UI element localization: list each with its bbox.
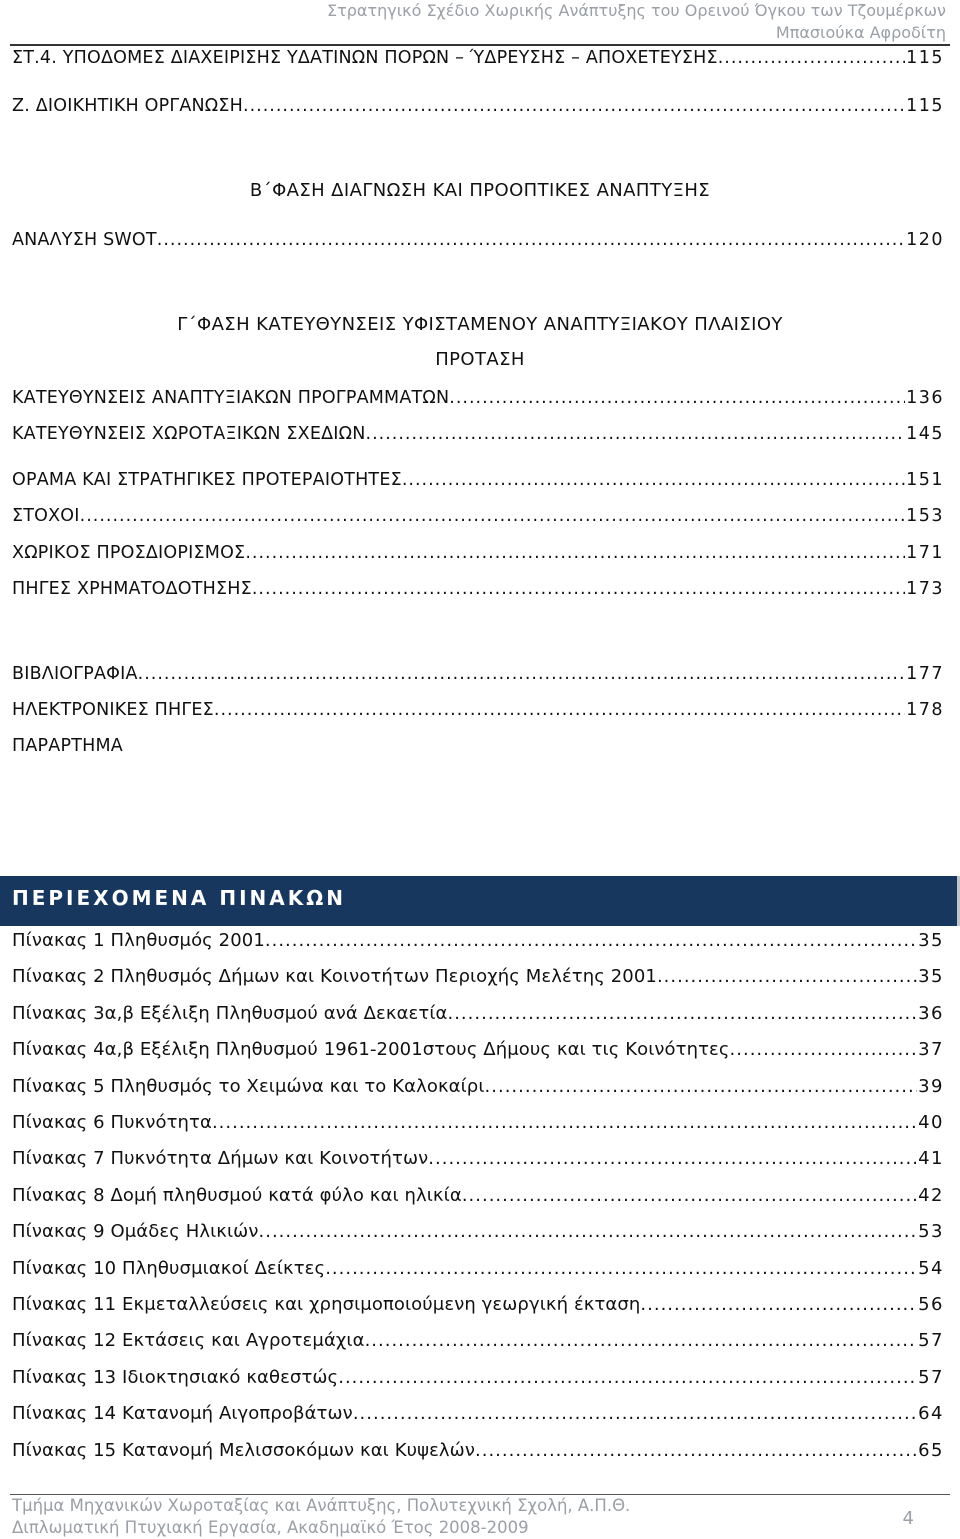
dot-leader <box>640 1294 917 1315</box>
dot-leader <box>718 48 905 68</box>
toc-entry-page: 177 <box>906 664 944 684</box>
toc-entry-page: 151 <box>906 470 944 490</box>
table-entry-page: 56 <box>918 1294 944 1315</box>
toc-entry[interactable] <box>12 96 944 116</box>
table-entry[interactable] <box>12 1440 944 1461</box>
toc-entry-title: ΒΙΒΛΙΟΓΡΑΦΙΑ <box>12 664 138 684</box>
table-entry-page: 35 <box>918 930 944 951</box>
table-entry-title: Πίνακας 15 Κατανομή Μελισσοκόμων και Κυψελών <box>12 1440 475 1461</box>
toc-entry-title: ΧΩΡΙΚΟΣ ΠΡΟΣΔΙΟΡΙΣΜΟΣ <box>12 543 246 563</box>
table-entry[interactable] <box>12 1330 944 1351</box>
dot-leader <box>475 1440 917 1461</box>
dot-leader <box>485 1076 918 1097</box>
dot-leader <box>338 1367 917 1388</box>
tables-section-banner <box>0 876 960 926</box>
table-entry-page: 35 <box>918 966 944 987</box>
dot-leader <box>243 96 905 116</box>
phase-b-heading: Β΄ΦΑΣΗ ΔΙΑΓΝΩΣΗ ΚΑΙ ΠΡΟΟΠΤΙΚΕΣ ΑΝΑΠΤΥΞΗΣ <box>249 180 711 201</box>
page-number: 4 <box>902 1508 914 1529</box>
table-entry[interactable] <box>12 1076 944 1097</box>
table-entry[interactable] <box>12 1367 944 1388</box>
table-entry-page: 39 <box>918 1076 944 1097</box>
table-entry[interactable] <box>12 1258 944 1279</box>
toc-entry-page: 115 <box>906 48 944 68</box>
dot-leader <box>265 930 917 951</box>
dot-leader <box>245 543 905 563</box>
table-entry[interactable] <box>12 1148 944 1169</box>
dot-leader <box>657 966 917 987</box>
toc-entry[interactable] <box>12 506 944 526</box>
toc-entry-title: Ζ. ΔΙΟΙΚΗΤΙΚΗ ΟΡΓΑΝΩΣΗ <box>12 96 243 116</box>
toc-entry[interactable] <box>12 579 944 599</box>
dot-leader <box>138 664 905 684</box>
table-entry-title: Πίνακας 10 Πληθυσμιακοί Δείκτες <box>12 1258 326 1279</box>
toc-entry-title: ΟΡΑΜΑ ΚΑΙ ΣΤΡΑΤΗΓΙΚΕΣ ΠΡΟΤΕΡΑΙΟΤΗΤΕΣ <box>12 470 402 490</box>
toc-entry[interactable] <box>12 388 944 408</box>
dot-leader <box>157 230 905 250</box>
table-entry[interactable] <box>12 1403 944 1424</box>
table-entry-page: 42 <box>918 1185 944 1206</box>
toc-entry-page: 115 <box>906 96 944 116</box>
toc-entry[interactable] <box>12 543 944 563</box>
dot-leader <box>462 1185 917 1206</box>
dot-leader <box>353 1403 917 1424</box>
table-entry-page: 57 <box>918 1330 944 1351</box>
table-entry-title: Πίνακας 1 Πληθυσμός 2001 <box>12 930 265 951</box>
toc-entry[interactable] <box>12 424 944 444</box>
appendix-label[interactable] <box>12 736 944 756</box>
running-header <box>327 0 946 44</box>
toc-entry[interactable] <box>12 470 944 490</box>
table-entry-title: Πίνακας 6 Πυκνότητα <box>12 1112 212 1133</box>
table-entry-title: Πίνακας 8 Δομή πληθυσμού κατά φύλο και ηλικία <box>12 1185 462 1206</box>
toc-entry-title: ΗΛΕΚΤΡΟΝΙΚΕΣ ΠΗΓΕΣ <box>12 700 214 720</box>
toc-entry-title: ΣΤΟΧΟΙ <box>12 506 80 526</box>
dot-leader <box>80 506 905 526</box>
toc-entry[interactable] <box>12 48 944 68</box>
footer-thesis: Διπλωματική Πτυχιακή Εργασία, Ακαδημαϊκό Έτος 2008-2009 <box>12 1518 529 1537</box>
dot-leader <box>259 1221 918 1242</box>
table-entry[interactable] <box>12 966 944 987</box>
phase-c-heading: Γ΄ΦΑΣΗ ΚΑΤΕΥΘΥΝΣΕΙΣ ΥΦΙΣΤΑΜΕΝΟΥ ΑΝΑΠΤΥΞΙΑΚΟΥ ΠΛΑΙΣΙΟΥ <box>177 314 783 335</box>
toc-entry-page: 173 <box>906 579 944 599</box>
table-entry-title: Πίνακας 14 Κατανομή Αιγοπροβάτων <box>12 1403 353 1424</box>
table-entry-title: Πίνακας 3α,β Εξέλιξη Πληθυσμού ανά Δεκαετία <box>12 1003 448 1024</box>
toc-entry-title: ΚΑΤΕΥΘΥΝΣΕΙΣ ΧΩΡΟΤΑΞΙΚΩΝ ΣΧΕΔΙΩΝ <box>12 424 366 444</box>
table-entry-title: Πίνακας 12 Εκτάσεις και Αγροτεμάχια <box>12 1330 365 1351</box>
header-author: Μπασιούκα Αφροδίτη <box>775 23 946 42</box>
table-entry[interactable] <box>12 1294 944 1315</box>
dot-leader <box>730 1039 918 1060</box>
dot-leader <box>325 1258 917 1279</box>
table-entry-title: Πίνακας 4α,β Εξέλιξη Πληθυσμού 1961-2001στους Δήμους και τις Κοινότητες <box>12 1039 730 1060</box>
table-entry-page: 36 <box>918 1003 944 1024</box>
toc-entry[interactable] <box>12 700 944 720</box>
dot-leader <box>447 1003 917 1024</box>
tables-section-heading: ΠΕΡΙΕΧΟΜΕΝΑ ΠΙΝΑΚΩΝ <box>12 886 346 910</box>
toc-entry-title: ΚΑΤΕΥΘΥΝΣΕΙΣ ΑΝΑΠΤΥΞΙΑΚΩΝ ΠΡΟΓΡΑΜΜΑΤΩΝ <box>12 388 450 408</box>
footer-department: Τμήμα Μηχανικών Χωροταξίας και Ανάπτυξης, Πολυτεχνική Σχολή, Α.Π.Θ. <box>12 1496 631 1515</box>
dot-leader <box>366 424 906 444</box>
table-entry-page: 64 <box>918 1403 944 1424</box>
appendix-title: ΠΑΡΑΡΤΗΜΑ <box>12 736 123 756</box>
phase-c-subheading: ΠΡΟΤΑΣΗ <box>435 349 525 370</box>
table-entry-page: 54 <box>918 1258 944 1279</box>
table-entry-page: 57 <box>918 1367 944 1388</box>
header-divider <box>10 44 950 46</box>
table-entry-title: Πίνακας 9 Ομάδες Ηλικιών <box>12 1221 259 1242</box>
table-entry-page: 40 <box>918 1112 944 1133</box>
toc-entry-page: 120 <box>906 230 944 250</box>
toc-entry-title: ΑΝΑΛΥΣΗ SWOT <box>12 230 157 250</box>
toc-entry-page: 153 <box>906 506 944 526</box>
table-entry[interactable] <box>12 930 944 951</box>
table-entry-title: Πίνακας 2 Πληθυσμός Δήμων και Κοινοτήτων Περιοχής Μελέτης 2001 <box>12 966 657 987</box>
table-entry[interactable] <box>12 1003 944 1024</box>
table-entry-page: 37 <box>918 1039 944 1060</box>
table-entry[interactable] <box>12 1039 944 1060</box>
table-entry[interactable] <box>12 1185 944 1206</box>
dot-leader <box>402 470 905 490</box>
table-entry-title: Πίνακας 13 Ιδιοκτησιακό καθεστώς <box>12 1367 339 1388</box>
table-entry-title: Πίνακας 7 Πυκνότητα Δήμων και Κοινοτήτων <box>12 1148 429 1169</box>
toc-entry-title: ΣΤ.4. ΥΠΟΔΟΜΕΣ ΔΙΑΧΕΙΡΙΣΗΣ ΥΔΑΤΙΝΩΝ ΠΟΡΩΝ – ΎΔΡΕΥΣΗΣ – ΑΠΟΧΕΤΕΥΣΗΣ <box>12 48 718 68</box>
header-title: Στρατηγικό Σχέδιο Χωρικής Ανάπτυξης του Ορεινού Όγκου των Τζουμέρκων <box>327 1 946 20</box>
dot-leader <box>449 388 905 408</box>
table-entry-page: 41 <box>918 1148 944 1169</box>
table-entry[interactable] <box>12 1112 944 1133</box>
toc-entry-page: 145 <box>906 424 944 444</box>
toc-entry-page: 178 <box>906 700 944 720</box>
toc-entry-title: ΠΗΓΕΣ ΧΡΗΜΑΤΟΔΟΤΗΣΗΣ <box>12 579 252 599</box>
dot-leader <box>252 579 905 599</box>
table-entry-title: Πίνακας 5 Πληθυσμός το Χειμώνα και το Καλοκαίρι <box>12 1076 485 1097</box>
toc-entry-page: 171 <box>906 543 944 563</box>
table-entry-page: 65 <box>918 1440 944 1461</box>
dot-leader <box>212 1112 917 1133</box>
dot-leader <box>214 700 905 720</box>
toc-entry-page: 136 <box>906 388 944 408</box>
table-entry-page: 53 <box>918 1221 944 1242</box>
toc-entry[interactable] <box>12 230 944 250</box>
dot-leader <box>428 1148 917 1169</box>
dot-leader <box>365 1330 918 1351</box>
table-entry-title: Πίνακας 11 Εκμεταλλεύσεις και χρησιμοποιούμενη γεωργική έκταση <box>12 1294 641 1315</box>
toc-entry[interactable] <box>12 664 944 684</box>
table-entry[interactable] <box>12 1221 944 1242</box>
running-footer <box>12 1495 630 1539</box>
